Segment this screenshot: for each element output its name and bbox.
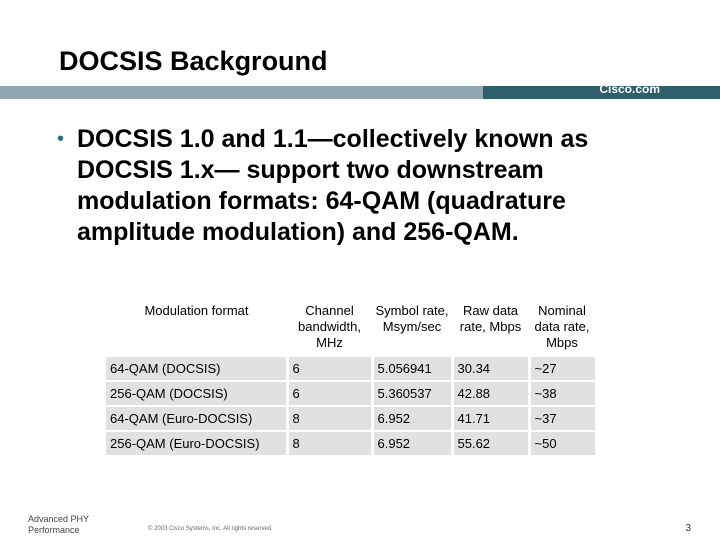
- slide-title: DOCSIS Background: [59, 46, 328, 76]
- brand-label: Cisco.com: [599, 82, 660, 96]
- modulation-table: [106, 301, 595, 455]
- table-header-row: [106, 301, 595, 356]
- table-cell: ~38: [529, 381, 595, 406]
- header-bar-dark: [483, 82, 720, 99]
- table-cell: ~27: [529, 356, 595, 381]
- header-nominal-data-rate: Nominal data rate, Mbps: [534, 303, 590, 350]
- header-modulation-format: Modulation format: [144, 303, 249, 318]
- footer-line-2: Performance: [28, 525, 80, 535]
- table-cell: ~50: [529, 431, 595, 455]
- table-cell: 6.952: [372, 406, 452, 431]
- header-bar: [0, 82, 720, 99]
- table-cell: 256-QAM (Euro-DOCSIS): [106, 431, 287, 455]
- table-cell: 30.34: [452, 356, 529, 381]
- table-row: [106, 431, 595, 455]
- header-symbol-rate: Symbol rate, Msym/sec: [375, 303, 449, 334]
- table-row: [106, 356, 595, 381]
- footer-line-1: Advanced PHY: [28, 514, 90, 524]
- table-cell: 6.952: [372, 431, 452, 455]
- bullet-dot-icon: •: [57, 128, 65, 150]
- table-cell: 55.62: [452, 431, 529, 455]
- copyright-notice: © 2003 Cisco Systems, Inc. All rights reserved.: [148, 526, 273, 532]
- table-cell: 8: [287, 431, 372, 455]
- header-bar-light: [0, 86, 483, 99]
- table-cell: 42.88: [452, 381, 529, 406]
- table-cell: 256-QAM (DOCSIS): [106, 381, 287, 406]
- bullet-text: DOCSIS 1.0 and 1.1—collectively known as DOCSIS 1.x— support two downstream modulation formats: 64-QAM (quadrature amplitude modulation) and 256-QAM.: [77, 125, 589, 246]
- bullet-item: [57, 124, 677, 248]
- header-channel-bandwidth: Channel bandwidth, MHz: [298, 303, 361, 350]
- table-cell: 5.360537: [372, 381, 452, 406]
- table-cell: 64-QAM (DOCSIS): [106, 356, 287, 381]
- table-cell: 64-QAM (Euro-DOCSIS): [106, 406, 287, 431]
- header-raw-data-rate: Raw data rate, Mbps: [459, 303, 522, 334]
- table-cell: 41.71: [452, 406, 529, 431]
- table-cell: 8: [287, 406, 372, 431]
- table-cell: 6: [287, 356, 372, 381]
- table-cell: ~37: [529, 406, 595, 431]
- table-cell: 6: [287, 381, 372, 406]
- table-cell: 5.056941: [372, 356, 452, 381]
- page-number: 3: [685, 523, 691, 534]
- table-row: [106, 406, 595, 431]
- footer-section-label: [28, 514, 89, 536]
- table-row: [106, 381, 595, 406]
